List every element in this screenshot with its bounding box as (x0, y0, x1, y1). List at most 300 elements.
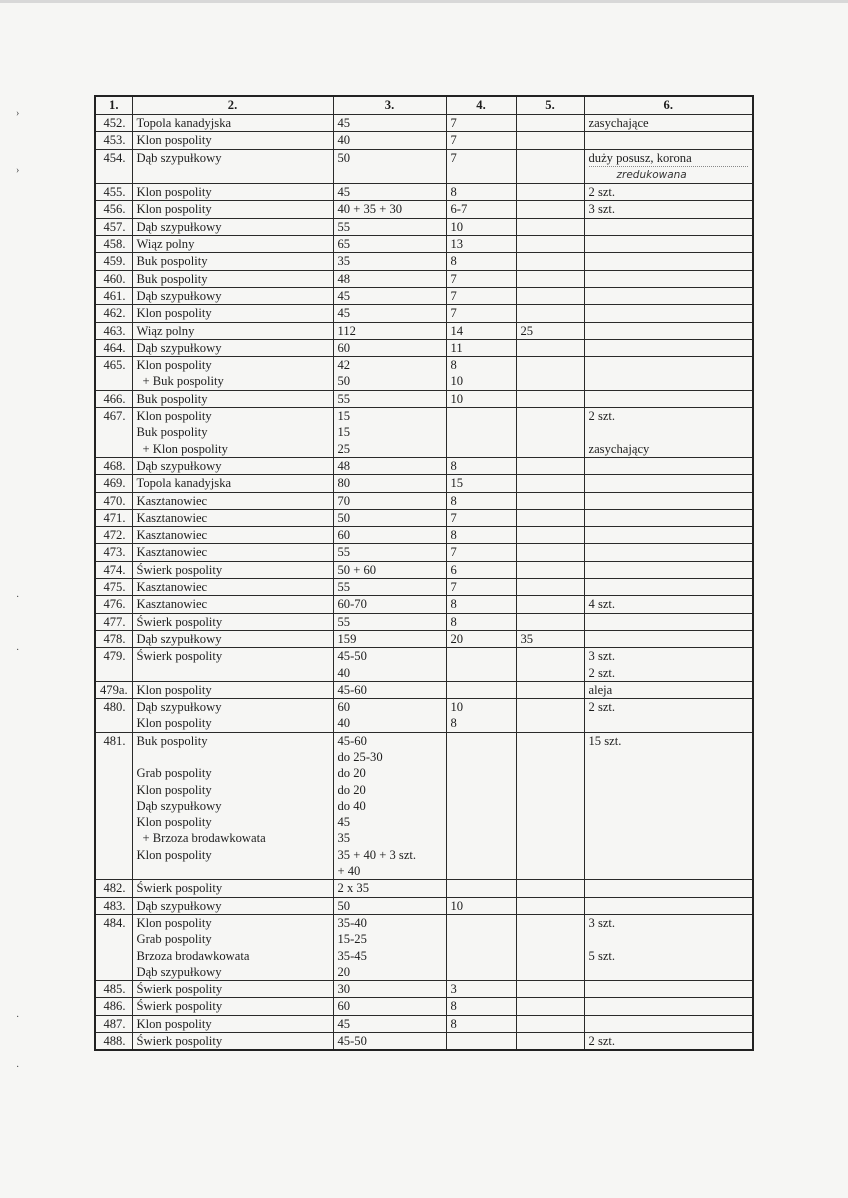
empty-line (521, 579, 580, 595)
col3-cell-line: 50 (337, 510, 351, 525)
row-number: 486. (103, 999, 126, 1014)
empty-line (589, 132, 749, 148)
col6-cell-line (589, 964, 749, 980)
table-row (95, 648, 753, 682)
col5-cell (516, 998, 584, 1015)
table-row (95, 732, 753, 880)
empty-line (451, 931, 512, 947)
row-number-cell (95, 492, 132, 509)
species-cell-line: Dąb szypułkowy (136, 219, 222, 234)
table-row (95, 322, 753, 339)
col3-cell-line: 55 (337, 580, 351, 595)
species-cell-line: Dąb szypułkowy (136, 288, 222, 303)
empty-line (521, 441, 580, 457)
col3-cell (333, 897, 446, 914)
col6-cell (584, 897, 753, 914)
empty-line (589, 391, 749, 407)
col3-cell-line: 35-40 (337, 915, 367, 930)
empty-line (589, 357, 749, 373)
empty-line (521, 981, 580, 997)
empty-line (521, 357, 580, 373)
empty-line (589, 1016, 749, 1032)
col4-cell-line: 10 (450, 898, 464, 913)
species-cell (132, 630, 333, 647)
col3-cell-line: do 40 (337, 798, 366, 813)
col3-cell-line: 40 + 35 + 30 (337, 202, 403, 217)
empty-line (451, 749, 512, 765)
col3-cell (333, 270, 446, 287)
empty-line (451, 880, 512, 896)
col6-cell (584, 132, 753, 149)
col5-cell (516, 322, 584, 339)
col4-cell (446, 270, 516, 287)
row-number-cell (95, 339, 132, 356)
empty-line (521, 715, 580, 731)
row-number-cell (95, 544, 132, 561)
empty-line (589, 830, 749, 846)
species-cell (132, 115, 333, 132)
col6-cell-line: 2 szt. (588, 1034, 616, 1049)
row-number: 462. (103, 306, 126, 321)
col4-cell-line: 7 (450, 271, 457, 286)
col3-cell (333, 322, 446, 339)
table-row (95, 561, 753, 578)
empty-line (521, 1016, 580, 1032)
col4-cell-line: 8 (450, 597, 457, 612)
col5-cell (516, 132, 584, 149)
col4-cell (446, 648, 516, 682)
col4-cell (446, 561, 516, 578)
row-number: 487. (103, 1016, 126, 1031)
row-number-cell (95, 914, 132, 980)
col4-cell-line: 20 (450, 631, 464, 646)
tree-inventory-table (94, 95, 754, 1051)
col6-cell (584, 681, 753, 698)
row-number-cell (95, 981, 132, 998)
row-number: 467. (103, 409, 126, 424)
col4-cell-line: 8 (450, 1016, 457, 1031)
col3-cell-line: 80 (337, 476, 351, 491)
punch-mark: · (16, 1012, 20, 1023)
empty-line (589, 562, 749, 578)
species-cell-line: Świerk pospolity (136, 1034, 223, 1049)
row-number-cell (95, 408, 132, 458)
species-cell (132, 880, 333, 897)
species-cell-line: Grab pospolity (136, 932, 212, 947)
empty-line (589, 981, 749, 997)
col5-cell (516, 509, 584, 526)
table-row (95, 544, 753, 561)
row-number-cell (95, 509, 132, 526)
col3-cell-line: 45-50 (337, 1034, 367, 1049)
row-number-cell (95, 1015, 132, 1032)
species-cell-line: Dąb szypułkowy (136, 340, 222, 355)
empty-line (521, 305, 580, 321)
col4-cell-line (451, 166, 512, 182)
row-number-cell (95, 681, 132, 698)
row-number-cell (95, 648, 132, 682)
species-cell-line: Topola kanadyjska (136, 476, 232, 491)
col3-cell (333, 699, 446, 733)
table-row (95, 630, 753, 647)
empty-line (589, 631, 749, 647)
row-number: 469. (103, 476, 126, 491)
table-row (95, 897, 753, 914)
col4-cell (446, 699, 516, 733)
col4-cell-line: 13 (450, 237, 464, 252)
row-number: 477. (103, 614, 126, 629)
col3-cell-line: 40 (337, 665, 351, 680)
empty-line (589, 782, 749, 798)
col5-cell (516, 184, 584, 201)
col3-cell (333, 475, 446, 492)
species-cell (132, 527, 333, 544)
row-number-cell (95, 897, 132, 914)
species-cell-line: Dąb szypułkowy (136, 458, 222, 473)
species-cell-line: Dąb szypułkowy (136, 964, 222, 979)
row-number-cell (95, 475, 132, 492)
col3-cell (333, 981, 446, 998)
col5-cell (516, 613, 584, 630)
col4-cell (446, 897, 516, 914)
species-cell (132, 184, 333, 201)
species-cell-line: Dąb szypułkowy (136, 631, 222, 646)
col4-cell (446, 149, 516, 184)
row-number: 452. (103, 116, 126, 130)
col4-cell (446, 880, 516, 897)
row-number: 473. (103, 545, 126, 560)
empty-line (521, 373, 580, 389)
col3-cell-line: 45-60 (337, 682, 367, 697)
col5-cell (516, 1033, 584, 1051)
col3-cell-line: 55 (337, 219, 351, 234)
species-cell-line: Świerk pospolity (136, 562, 223, 577)
species-cell (132, 579, 333, 596)
col4-cell (446, 732, 516, 880)
empty-line (521, 493, 580, 509)
col4-cell (446, 339, 516, 356)
species-cell-line: Świerk pospolity (136, 649, 223, 664)
empty-line (521, 458, 580, 474)
empty-line (451, 830, 512, 846)
col3-cell-line: 45 (337, 815, 351, 830)
col4-cell (446, 630, 516, 647)
species-cell-line (137, 749, 329, 765)
col3-cell-line: 55 (337, 391, 351, 406)
col4-cell (446, 457, 516, 474)
species-cell (132, 492, 333, 509)
col3-cell (333, 305, 446, 322)
table-row (95, 1033, 753, 1051)
empty-line (589, 898, 749, 914)
col6-cell (584, 732, 753, 880)
species-cell-line: Buk pospolity (136, 733, 208, 748)
species-cell-line: Kasztanowiec (136, 510, 208, 525)
row-number-cell (95, 527, 132, 544)
table-row (95, 408, 753, 458)
table-row (95, 305, 753, 322)
species-cell-line: Klon pospolity (136, 358, 212, 373)
col5-cell (516, 596, 584, 613)
col4-cell-line: 7 (450, 580, 457, 595)
col3-cell (333, 732, 446, 880)
species-cell-line: Świerk pospolity (136, 881, 223, 896)
table-row (95, 253, 753, 270)
col6-cell-line: 3 szt. (588, 649, 616, 664)
col4-cell-line: 7 (450, 133, 457, 148)
col3-cell-line: 15-25 (337, 932, 367, 947)
col4-cell (446, 357, 516, 391)
row-number: 465. (103, 358, 126, 373)
empty-line (589, 798, 749, 814)
punch-mark: · (16, 592, 20, 603)
empty-line (589, 219, 749, 235)
row-number-cell (95, 287, 132, 304)
col3-cell (333, 236, 446, 253)
header-col-5: 5. (516, 96, 584, 115)
col3-cell-line: 48 (337, 458, 351, 473)
row-number: 483. (103, 898, 126, 913)
row-number: 456. (103, 202, 126, 217)
empty-line (451, 682, 512, 698)
empty-line (521, 271, 580, 287)
row-number-cell (95, 613, 132, 630)
species-cell-line: Buk pospolity (136, 391, 208, 406)
table-row (95, 287, 753, 304)
species-cell-line: Kasztanowiec (136, 597, 208, 612)
species-cell-line: Wiąz polny (136, 323, 195, 338)
col4-cell-line: 10 (450, 219, 464, 234)
empty-line (521, 391, 580, 407)
col6-cell (584, 390, 753, 407)
species-cell (132, 897, 333, 914)
empty-line (451, 915, 512, 931)
col4-cell-line: 6-7 (450, 202, 468, 217)
col3-cell-line: 60-70 (337, 597, 367, 612)
row-number: 476. (103, 597, 126, 612)
empty-line (521, 510, 580, 526)
col3-cell-line: 50 (337, 150, 351, 165)
species-cell-line: Klon pospolity (136, 185, 212, 200)
col5-cell (516, 475, 584, 492)
table-row (95, 914, 753, 980)
col5-cell (516, 579, 584, 596)
row-number: 457. (103, 219, 126, 234)
col3-cell-line: 48 (337, 271, 351, 286)
species-cell-line (137, 166, 329, 182)
species-cell (132, 544, 333, 561)
col6-cell (584, 287, 753, 304)
species-cell (132, 681, 333, 698)
species-cell-line: Dąb szypułkowy (136, 798, 222, 813)
empty-line (589, 288, 749, 304)
col3-cell-line (338, 166, 442, 182)
col3-cell (333, 390, 446, 407)
col4-cell (446, 408, 516, 458)
empty-line (521, 880, 580, 896)
col3-cell (333, 287, 446, 304)
col4-cell (446, 1015, 516, 1032)
col6-cell-line: 3 szt. (588, 202, 616, 217)
col3-cell-line: 45 (337, 1016, 351, 1031)
row-number: 459. (103, 254, 126, 269)
col5-cell (516, 390, 584, 407)
row-number-cell (95, 630, 132, 647)
col5-cell (516, 115, 584, 132)
species-cell-line (137, 665, 329, 681)
empty-line (451, 964, 512, 980)
col3-cell-line: 60 (337, 528, 351, 543)
col4-cell (446, 322, 516, 339)
empty-line (521, 475, 580, 491)
table-row (95, 596, 753, 613)
col4-cell (446, 305, 516, 322)
col5-cell (516, 408, 584, 458)
row-number: 482. (103, 881, 126, 896)
col3-cell (333, 544, 446, 561)
col6-cell (584, 509, 753, 526)
col6-cell (584, 357, 753, 391)
species-cell-line: Świerk pospolity (136, 982, 223, 997)
empty-line (589, 863, 749, 879)
col6-cell (584, 305, 753, 322)
col6-cell-line: 2 szt. (588, 185, 616, 200)
species-cell (132, 270, 333, 287)
col3-cell-line: 45-50 (337, 649, 367, 664)
col3-cell (333, 408, 446, 458)
col5-cell (516, 1015, 584, 1032)
col4-cell-line: 8 (450, 528, 457, 543)
empty-line (521, 782, 580, 798)
col4-cell-line: 8 (450, 458, 457, 473)
col5-cell (516, 253, 584, 270)
empty-line (521, 898, 580, 914)
species-cell-line: Klon pospolity (136, 306, 212, 321)
row-number-cell (95, 218, 132, 235)
empty-line (521, 648, 580, 664)
species-cell-line: Kasztanowiec (136, 493, 208, 508)
empty-line (589, 475, 749, 491)
species-cell-line: + Klon pospolity (142, 441, 228, 456)
species-cell-line: Klon pospolity (136, 409, 212, 424)
species-cell-line: Topola kanadyjska (136, 116, 232, 130)
species-cell-line: Klon pospolity (136, 815, 212, 830)
species-cell (132, 648, 333, 682)
col3-cell (333, 132, 446, 149)
col5-cell (516, 236, 584, 253)
empty-line (589, 579, 749, 595)
empty-line (589, 715, 749, 731)
col6-cell (584, 596, 753, 613)
col3-cell-line: 60 (337, 340, 351, 355)
col3-cell-line: 45 (337, 288, 351, 303)
scan-top-edge (0, 0, 848, 3)
empty-line (521, 665, 580, 681)
species-cell-line: Kasztanowiec (136, 528, 208, 543)
col3-cell-line: 50 + 60 (337, 562, 377, 577)
col6-cell (584, 322, 753, 339)
empty-line (521, 253, 580, 269)
table-row (95, 357, 753, 391)
col6-cell (584, 914, 753, 980)
empty-line (521, 964, 580, 980)
species-cell-line (137, 863, 329, 879)
col4-cell-line: 11 (450, 340, 463, 355)
empty-line (521, 931, 580, 947)
col4-cell-line: 10 (450, 391, 464, 406)
col5-cell (516, 287, 584, 304)
species-cell-line: Klon pospolity (136, 1016, 212, 1031)
species-cell-line: + Brzoza brodawkowata (142, 831, 266, 846)
row-number-cell (95, 270, 132, 287)
species-cell (132, 201, 333, 218)
row-number: 468. (103, 458, 126, 473)
col4-cell (446, 218, 516, 235)
col4-cell-line: 3 (450, 982, 457, 997)
col6-cell (584, 648, 753, 682)
species-cell-line: Klon pospolity (136, 202, 212, 217)
empty-line (589, 614, 749, 630)
col4-cell (446, 390, 516, 407)
col6-cell (584, 457, 753, 474)
row-number-cell (95, 201, 132, 218)
row-number: 478. (103, 631, 126, 646)
empty-line (521, 408, 580, 424)
table-row (95, 880, 753, 897)
col4-cell (446, 184, 516, 201)
species-cell (132, 475, 333, 492)
col4-cell (446, 681, 516, 698)
row-number: 460. (103, 271, 126, 286)
col4-cell-line: 8 (450, 358, 457, 373)
col6-cell (584, 699, 753, 733)
empty-line (521, 814, 580, 830)
empty-line (521, 733, 580, 749)
empty-line (451, 733, 512, 749)
species-cell-line: Dąb szypułkowy (136, 150, 222, 165)
col3-cell-line: 112 (337, 323, 356, 338)
empty-line (589, 814, 749, 830)
col6-cell (584, 579, 753, 596)
col4-cell (446, 544, 516, 561)
col6-cell (584, 1033, 753, 1051)
table-row (95, 475, 753, 492)
col3-cell (333, 998, 446, 1015)
col3-cell-line: 25 (337, 441, 351, 456)
col4-cell (446, 287, 516, 304)
empty-line (589, 236, 749, 252)
col6-cell (584, 981, 753, 998)
col6-cell-line: zasychające (588, 116, 649, 130)
empty-line (451, 782, 512, 798)
empty-line (451, 1033, 512, 1049)
empty-line (451, 648, 512, 664)
empty-line (451, 665, 512, 681)
empty-line (589, 458, 749, 474)
empty-line (521, 340, 580, 356)
empty-line (589, 880, 749, 896)
row-number-cell (95, 457, 132, 474)
row-number: 475. (103, 580, 126, 595)
col3-cell-line: 45 (337, 116, 351, 130)
table-row (95, 201, 753, 218)
col5-cell (516, 648, 584, 682)
row-number-cell (95, 699, 132, 733)
empty-line (589, 847, 749, 863)
row-number-cell (95, 305, 132, 322)
table-row (95, 699, 753, 733)
col5-cell (516, 732, 584, 880)
